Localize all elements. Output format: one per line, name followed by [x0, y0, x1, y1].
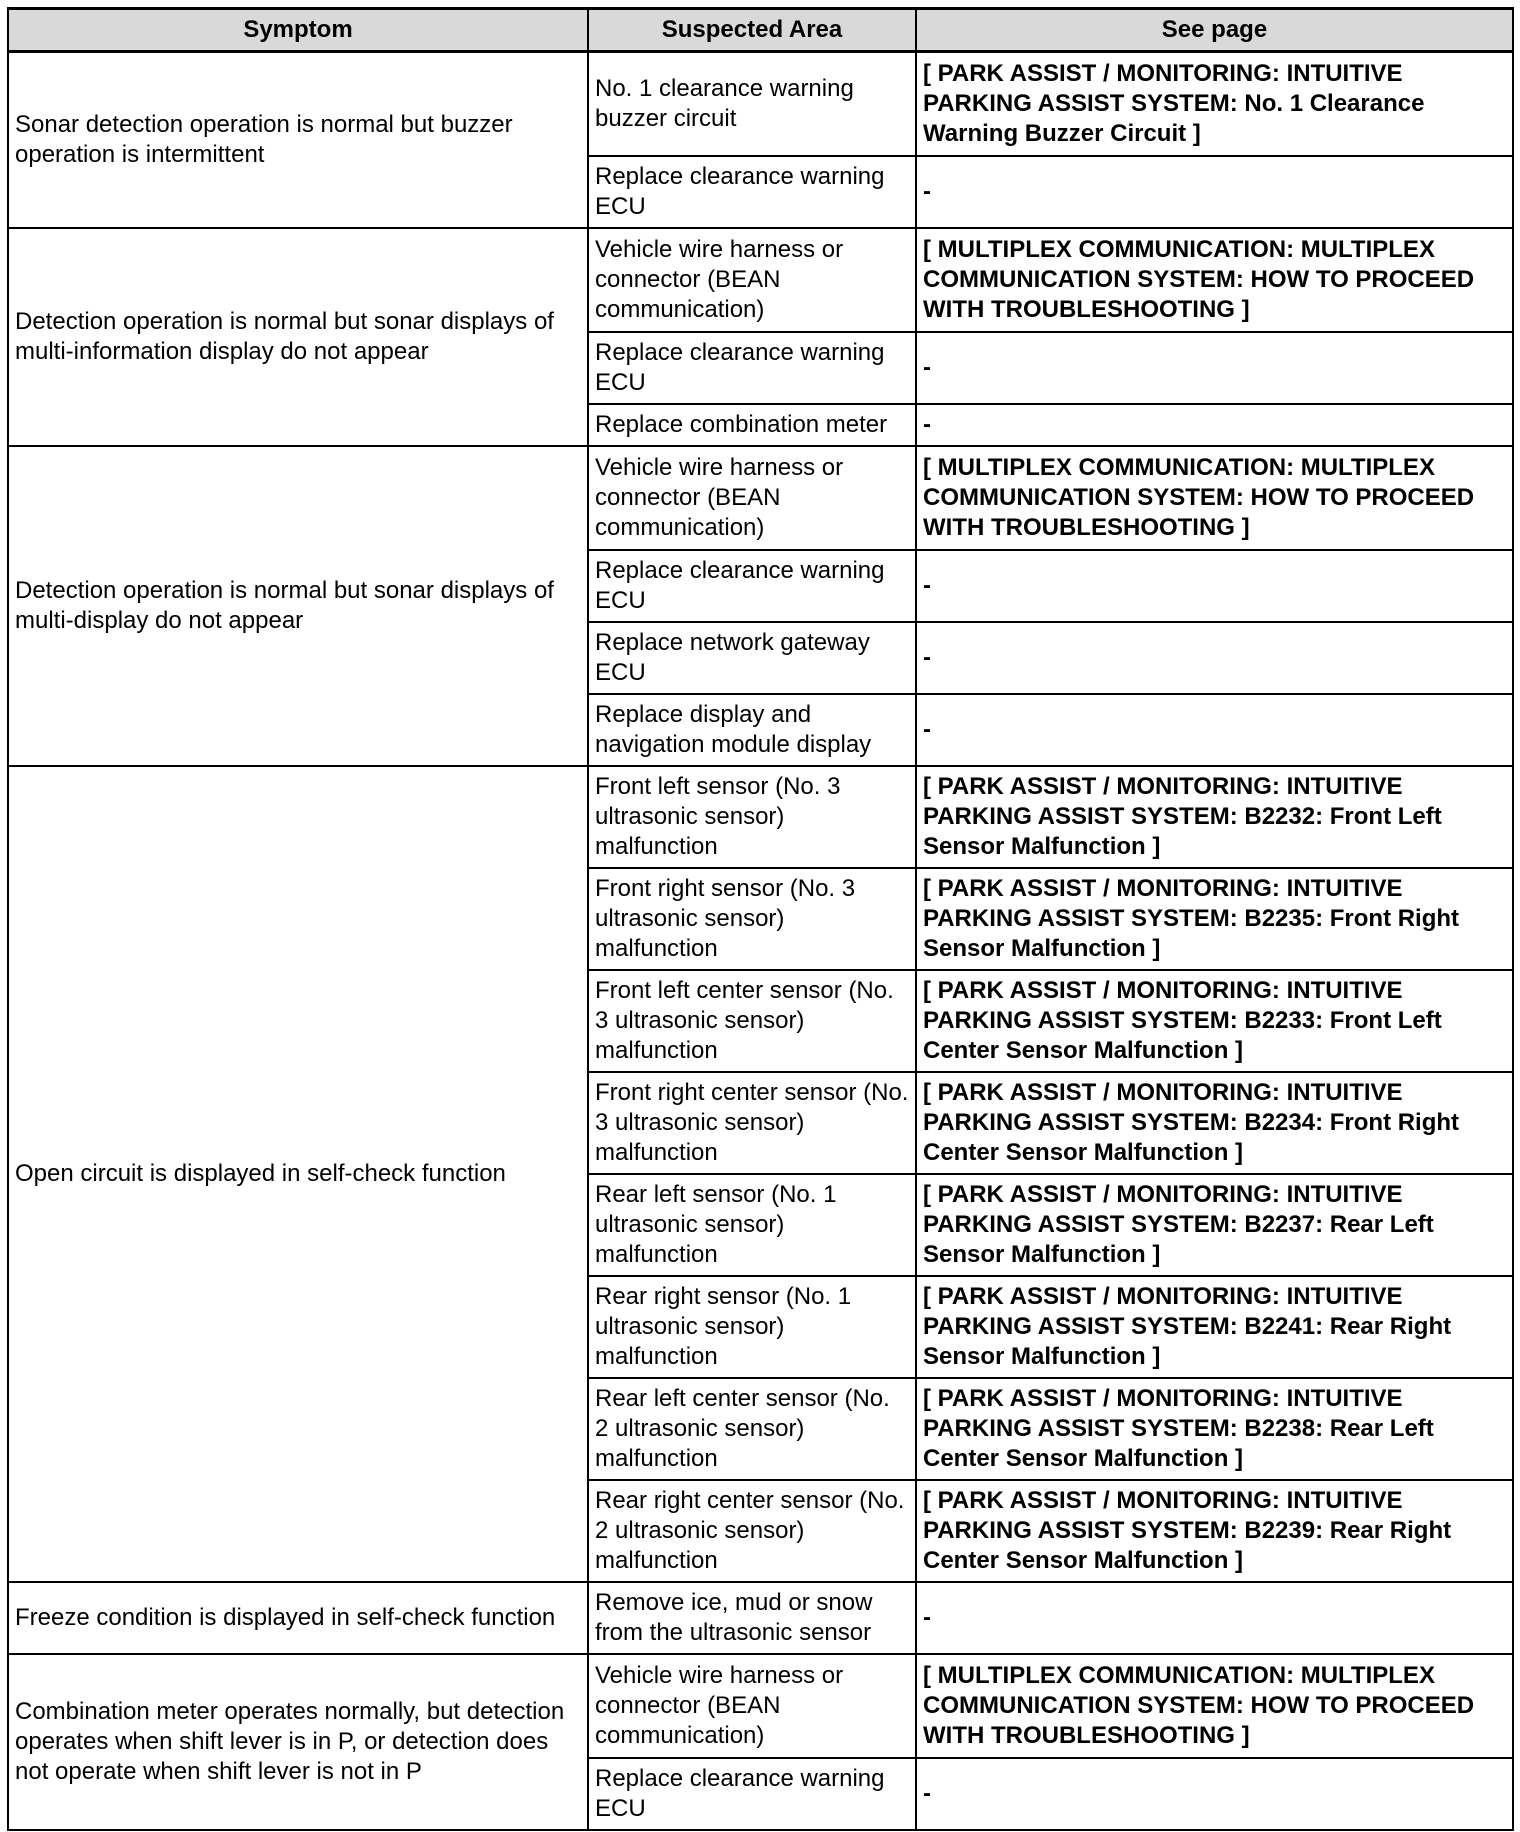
- troubleshooting-table: [7, 7, 1514, 1831]
- symptom-cell: Detection operation is normal but sonar displays of multi-display do not appear: [8, 446, 588, 766]
- see-page-cell: -: [916, 622, 1513, 694]
- see-page-cell: -: [916, 694, 1513, 766]
- suspected-area-cell: Front right sensor (No. 3 ultrasonic sensor) malfunction: [588, 868, 916, 970]
- see-page-cell: [ MULTIPLEX COMMUNICATION: MULTIPLEX COMMUNICATION SYSTEM: HOW TO PROCEED WITH TROUBLESHOOTING ]: [916, 1654, 1513, 1758]
- table-row: [8, 228, 1513, 332]
- see-page-cell: [ PARK ASSIST / MONITORING: INTUITIVE PARKING ASSIST SYSTEM: B2232: Front Left Sensor Malfunction ]: [916, 766, 1513, 868]
- see-page-cell: [ PARK ASSIST / MONITORING: INTUITIVE PARKING ASSIST SYSTEM: B2234: Front Right Center Sensor Malfunction ]: [916, 1072, 1513, 1174]
- suspected-area-cell: Replace combination meter: [588, 404, 916, 446]
- suspected-area-cell: Front right center sensor (No. 3 ultrasonic sensor) malfunction: [588, 1072, 916, 1174]
- see-page-cell: -: [916, 1758, 1513, 1830]
- see-page-cell: -: [916, 332, 1513, 404]
- table-row: [8, 446, 1513, 550]
- table-header: [8, 9, 1513, 52]
- suspected-area-cell: Rear left center sensor (No. 2 ultrasonic sensor) malfunction: [588, 1378, 916, 1480]
- suspected-area-cell: Rear right center sensor (No. 2 ultrasonic sensor) malfunction: [588, 1480, 916, 1582]
- suspected-area-cell: Replace display and navigation module display: [588, 694, 916, 766]
- see-page-cell: [ PARK ASSIST / MONITORING: INTUITIVE PARKING ASSIST SYSTEM: B2238: Rear Left Center Sensor Malfunction ]: [916, 1378, 1513, 1480]
- header-row: [8, 9, 1513, 52]
- symptom-cell: Sonar detection operation is normal but buzzer operation is intermittent: [8, 52, 588, 228]
- suspected-area-cell: Vehicle wire harness or connector (BEAN communication): [588, 446, 916, 550]
- suspected-area-cell: Replace clearance warning ECU: [588, 332, 916, 404]
- suspected-area-cell: Rear left sensor (No. 1 ultrasonic sensor) malfunction: [588, 1174, 916, 1276]
- see-page-cell: -: [916, 404, 1513, 446]
- suspected-area-cell: Vehicle wire harness or connector (BEAN communication): [588, 1654, 916, 1758]
- see-page-cell: [ PARK ASSIST / MONITORING: INTUITIVE PARKING ASSIST SYSTEM: B2235: Front Right Sensor Malfunction ]: [916, 868, 1513, 970]
- suspected-area-cell: Vehicle wire harness or connector (BEAN communication): [588, 228, 916, 332]
- see-page-cell: [ PARK ASSIST / MONITORING: INTUITIVE PARKING ASSIST SYSTEM: B2233: Front Left Center Sensor Malfunction ]: [916, 970, 1513, 1072]
- suspected-area-cell: Front left sensor (No. 3 ultrasonic sensor) malfunction: [588, 766, 916, 868]
- symptom-cell: Open circuit is displayed in self-check function: [8, 766, 588, 1582]
- see-page-cell: [ MULTIPLEX COMMUNICATION: MULTIPLEX COMMUNICATION SYSTEM: HOW TO PROCEED WITH TROUBLESHOOTING ]: [916, 228, 1513, 332]
- header-symptom: Symptom: [8, 9, 588, 52]
- see-page-cell: [ PARK ASSIST / MONITORING: INTUITIVE PARKING ASSIST SYSTEM: B2239: Rear Right Center Sensor Malfunction ]: [916, 1480, 1513, 1582]
- see-page-cell: -: [916, 1582, 1513, 1654]
- table-row: [8, 52, 1513, 156]
- see-page-cell: [ PARK ASSIST / MONITORING: INTUITIVE PARKING ASSIST SYSTEM: No. 1 Clearance Warning Buzzer Circuit ]: [916, 52, 1513, 156]
- suspected-area-cell: Replace network gateway ECU: [588, 622, 916, 694]
- suspected-area-cell: Replace clearance warning ECU: [588, 156, 916, 228]
- suspected-area-cell: Remove ice, mud or snow from the ultrasonic sensor: [588, 1582, 916, 1654]
- suspected-area-cell: Replace clearance warning ECU: [588, 1758, 916, 1830]
- table-row: [8, 1582, 1513, 1654]
- symptom-cell: Detection operation is normal but sonar displays of multi-information display do not appear: [8, 228, 588, 446]
- see-page-cell: [ MULTIPLEX COMMUNICATION: MULTIPLEX COMMUNICATION SYSTEM: HOW TO PROCEED WITH TROUBLESHOOTING ]: [916, 446, 1513, 550]
- suspected-area-cell: Rear right sensor (No. 1 ultrasonic sensor) malfunction: [588, 1276, 916, 1378]
- table-row: [8, 766, 1513, 868]
- suspected-area-cell: Replace clearance warning ECU: [588, 550, 916, 622]
- suspected-area-cell: Front left center sensor (No. 3 ultrasonic sensor) malfunction: [588, 970, 916, 1072]
- header-see-page: See page: [916, 9, 1513, 52]
- table-body: [8, 52, 1513, 1830]
- see-page-cell: [ PARK ASSIST / MONITORING: INTUITIVE PARKING ASSIST SYSTEM: B2237: Rear Left Sensor Malfunction ]: [916, 1174, 1513, 1276]
- see-page-cell: -: [916, 550, 1513, 622]
- symptom-cell: Combination meter operates normally, but detection operates when shift lever is in P, or detection does not operate when shift lever is not in P: [8, 1654, 588, 1830]
- header-suspected-area: Suspected Area: [588, 9, 916, 52]
- symptom-cell: Freeze condition is displayed in self-check function: [8, 1582, 588, 1654]
- see-page-cell: -: [916, 156, 1513, 228]
- see-page-cell: [ PARK ASSIST / MONITORING: INTUITIVE PARKING ASSIST SYSTEM: B2241: Rear Right Sensor Malfunction ]: [916, 1276, 1513, 1378]
- suspected-area-cell: No. 1 clearance warning buzzer circuit: [588, 52, 916, 156]
- table-row: [8, 1654, 1513, 1758]
